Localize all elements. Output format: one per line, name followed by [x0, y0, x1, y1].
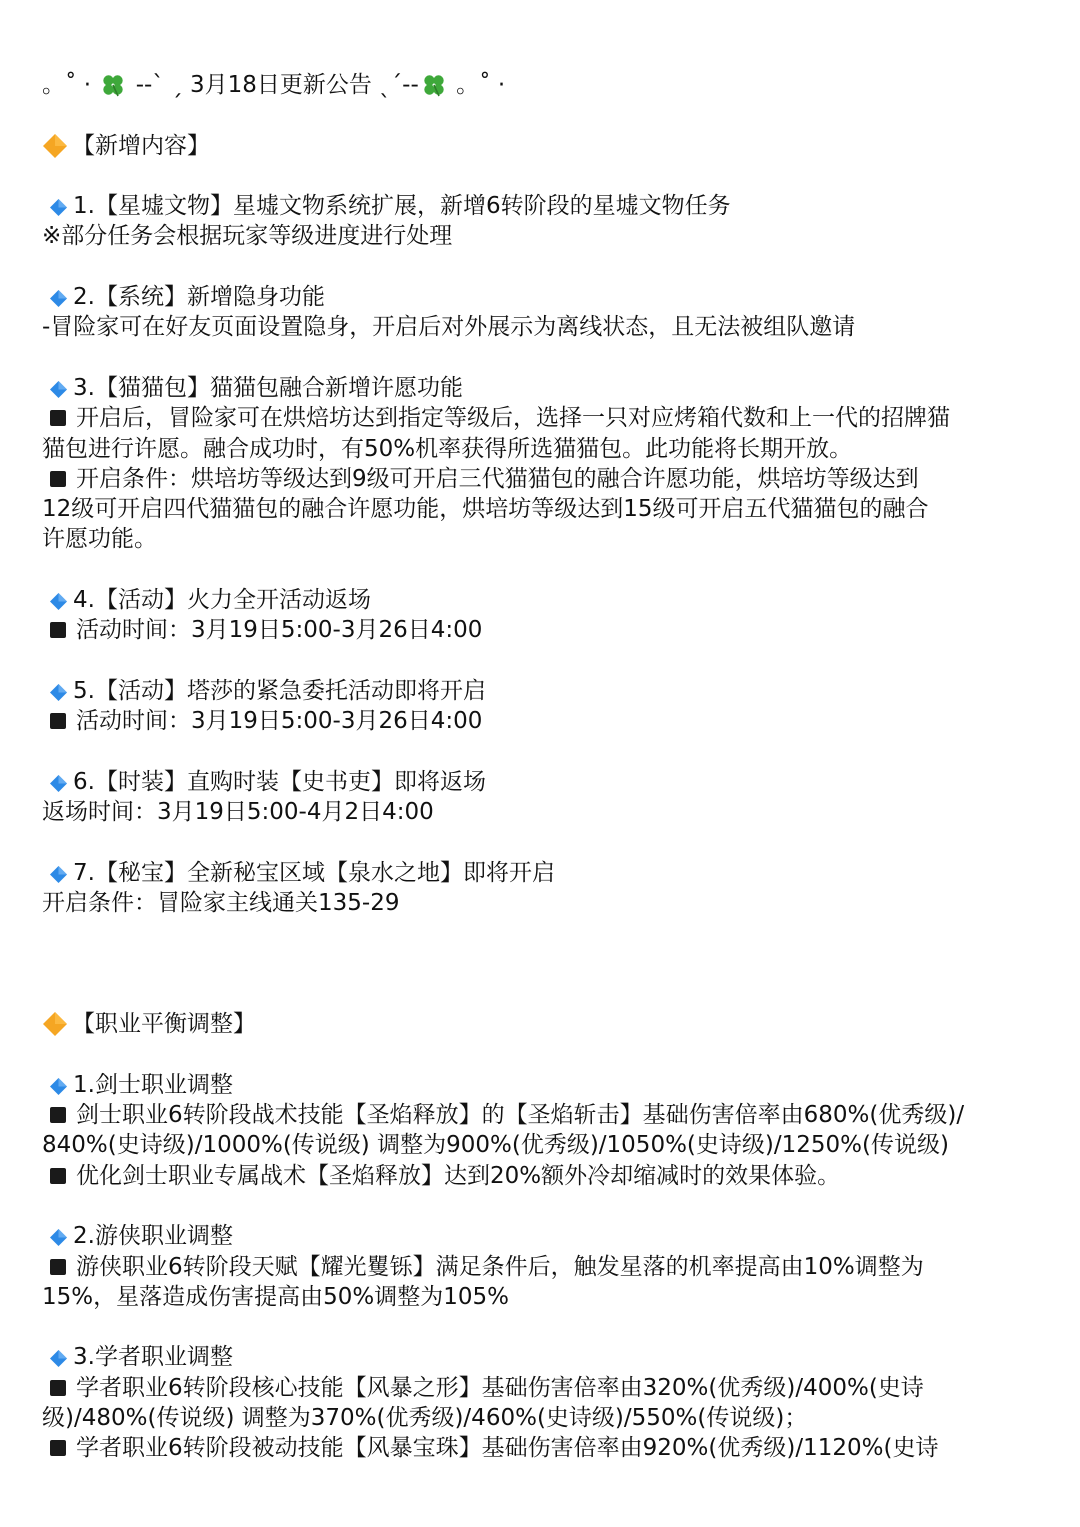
- spacer: [42, 1312, 1040, 1342]
- line-text: 开启条件：冒险家主线通关135-29: [42, 890, 400, 917]
- bullet-line: [42, 464, 1040, 494]
- spacer: [42, 161, 1040, 191]
- item-heading: [42, 676, 1040, 706]
- blue-diamond-icon: [50, 1078, 67, 1095]
- line-text: 学者职业6转阶段被动技能【风暴宝珠】基础伤害倍率由920%(优秀级)/1120%(史诗: [76, 1435, 939, 1462]
- black-square-icon: [50, 1440, 66, 1456]
- item-heading-text: 1.剑士职业调整: [73, 1071, 233, 1098]
- line-text: -冒险家可在好友页面设置隐身，开启后对外展示为离线状态，且无法被组队邀请: [42, 314, 856, 341]
- black-square-icon: [50, 410, 66, 426]
- orange-diamond-icon: [42, 133, 68, 159]
- spacer: [42, 555, 1040, 585]
- item-heading: [42, 1070, 1040, 1100]
- line-text: 级)/480%(传说级) 调整为370%(优秀级)/460%(史诗级)/550%(传说级)；: [42, 1405, 808, 1432]
- line-text: 剑士职业6转阶段战术技能【圣焰释放】的【圣焰斩击】基础伤害倍率由680%(优秀级)/: [76, 1102, 965, 1129]
- bullet-line: [42, 1373, 1040, 1403]
- blue-diamond-icon: [50, 199, 67, 216]
- body-line: [42, 434, 1040, 464]
- line-text: 开启后，冒险家可在烘焙坊达到指定等级后，选择一只对应烤箱代数和上一代的招牌猫: [76, 405, 950, 432]
- four-leaf-clover-icon: [100, 72, 126, 98]
- body-line: [42, 494, 1040, 524]
- blue-diamond-icon: [50, 684, 67, 701]
- announcement-title: [42, 70, 1040, 100]
- section-header: [42, 131, 1040, 161]
- bullet-line: [42, 706, 1040, 736]
- item-heading: [42, 373, 1040, 403]
- item-heading: [42, 282, 1040, 312]
- section-header: [42, 1009, 1040, 1039]
- spacer: [42, 827, 1040, 857]
- section-new-content: [42, 131, 1040, 979]
- body-line: [42, 221, 1040, 251]
- bullet-line: [42, 1252, 1040, 1282]
- four-leaf-clover-icon: [421, 72, 447, 98]
- item-heading: [42, 1221, 1040, 1251]
- spacer: [42, 100, 1040, 130]
- item-heading: [42, 191, 1040, 221]
- black-square-icon: [50, 1259, 66, 1275]
- spacer: [42, 252, 1040, 282]
- title-suffix: 。˚ ·: [448, 72, 506, 98]
- line-text: 840%(史诗级)/1000%(传说级) 调整为900%(优秀级)/1050%(史诗级)/1250%(传说级): [42, 1132, 949, 1159]
- item-heading-text: 3.【猫猫包】猫猫包融合新增许愿功能: [73, 374, 463, 401]
- body-line: [42, 312, 1040, 342]
- black-square-icon: [50, 622, 66, 638]
- line-text: 返场时间：3月19日5:00-4月2日4:00: [42, 799, 434, 826]
- body-line: [42, 524, 1040, 554]
- item-heading-text: 7.【秘宝】全新秘宝区域【泉水之地】即将开启: [73, 859, 555, 886]
- bullet-line: [42, 1433, 1040, 1463]
- black-square-icon: [50, 1380, 66, 1396]
- title-text: --ˋ ˏ 3月18日更新公告 ˎˊ--: [128, 72, 419, 98]
- line-text: 12级可开启四代猫猫包的融合许愿功能，烘培坊等级达到15级可开启五代猫猫包的融合: [42, 496, 929, 523]
- spacer: [42, 343, 1040, 373]
- bullet-line: [42, 403, 1040, 433]
- blue-diamond-icon: [50, 1350, 67, 1367]
- line-text: 开启条件：烘培坊等级达到9级可开启三代猫猫包的融合许愿功能，烘培坊等级达到: [76, 465, 919, 492]
- item-heading-text: 2.游侠职业调整: [73, 1223, 233, 1250]
- item-heading-text: 2.【系统】新增隐身功能: [73, 284, 325, 311]
- body-line: [42, 1130, 1040, 1160]
- title-prefix: 。˚ ·: [42, 72, 99, 98]
- body-line: [42, 888, 1040, 918]
- line-text: 活动时间：3月19日5:00-3月26日4:00: [76, 617, 483, 644]
- item-heading-text: 4.【活动】火力全开活动返场: [73, 587, 371, 614]
- black-square-icon: [50, 1107, 66, 1123]
- blue-diamond-icon: [50, 381, 67, 398]
- line-text: 学者职业6转阶段核心技能【风暴之形】基础伤害倍率由320%(优秀级)/400%(史诗: [76, 1374, 924, 1401]
- line-text: 优化剑士职业专属战术【圣焰释放】达到20%额外冷却缩减时的效果体验。: [76, 1162, 841, 1189]
- item-heading: [42, 767, 1040, 797]
- body-line: [42, 797, 1040, 827]
- bullet-line: [42, 1161, 1040, 1191]
- orange-diamond-icon: [42, 1011, 68, 1037]
- black-square-icon: [50, 1168, 66, 1184]
- blue-diamond-icon: [50, 290, 67, 307]
- line-text: 许愿功能。: [42, 526, 157, 553]
- item-heading: [42, 585, 1040, 615]
- spacer: [42, 1040, 1040, 1070]
- line-text: 游侠职业6转阶段天赋【耀光矍铄】满足条件后，触发星落的机率提高由10%调整为: [76, 1253, 924, 1280]
- spacer: [42, 737, 1040, 767]
- item-heading: [42, 858, 1040, 888]
- section-header-text: 【新增内容】: [72, 132, 210, 159]
- black-square-icon: [50, 471, 66, 487]
- spacer: [42, 918, 1040, 979]
- section-class-balance: [42, 1009, 1040, 1463]
- line-text: 猫包进行许愿。融合成功时，有50%机率获得所选猫猫包。此功能将长期开放。: [42, 435, 853, 462]
- blue-diamond-icon: [50, 1229, 67, 1246]
- spacer: [42, 979, 1040, 1009]
- blue-diamond-icon: [50, 775, 67, 792]
- item-heading-text: 1.【星墟文物】星墟文物系统扩展，新增6转阶段的星墟文物任务: [73, 193, 731, 220]
- item-heading-text: 5.【活动】塔莎的紧急委托活动即将开启: [73, 677, 486, 704]
- black-square-icon: [50, 713, 66, 729]
- body-line: [42, 1403, 1040, 1433]
- line-text: ※部分任务会根据玩家等级进度进行处理: [42, 223, 453, 250]
- item-heading: [42, 1342, 1040, 1372]
- blue-diamond-icon: [50, 866, 67, 883]
- item-heading-text: 6.【时装】直购时装【史书吏】即将返场: [73, 768, 486, 795]
- line-text: 15%，星落造成伤害提高由50%调整为105%: [42, 1283, 509, 1310]
- blue-diamond-icon: [50, 593, 67, 610]
- item-heading-text: 3.学者职业调整: [73, 1344, 233, 1371]
- spacer: [42, 1191, 1040, 1221]
- bullet-line: [42, 615, 1040, 645]
- section-header-text: 【职业平衡调整】: [72, 1011, 256, 1038]
- body-line: [42, 1282, 1040, 1312]
- spacer: [42, 646, 1040, 676]
- bullet-line: [42, 1100, 1040, 1130]
- line-text: 活动时间：3月19日5:00-3月26日4:00: [76, 708, 483, 735]
